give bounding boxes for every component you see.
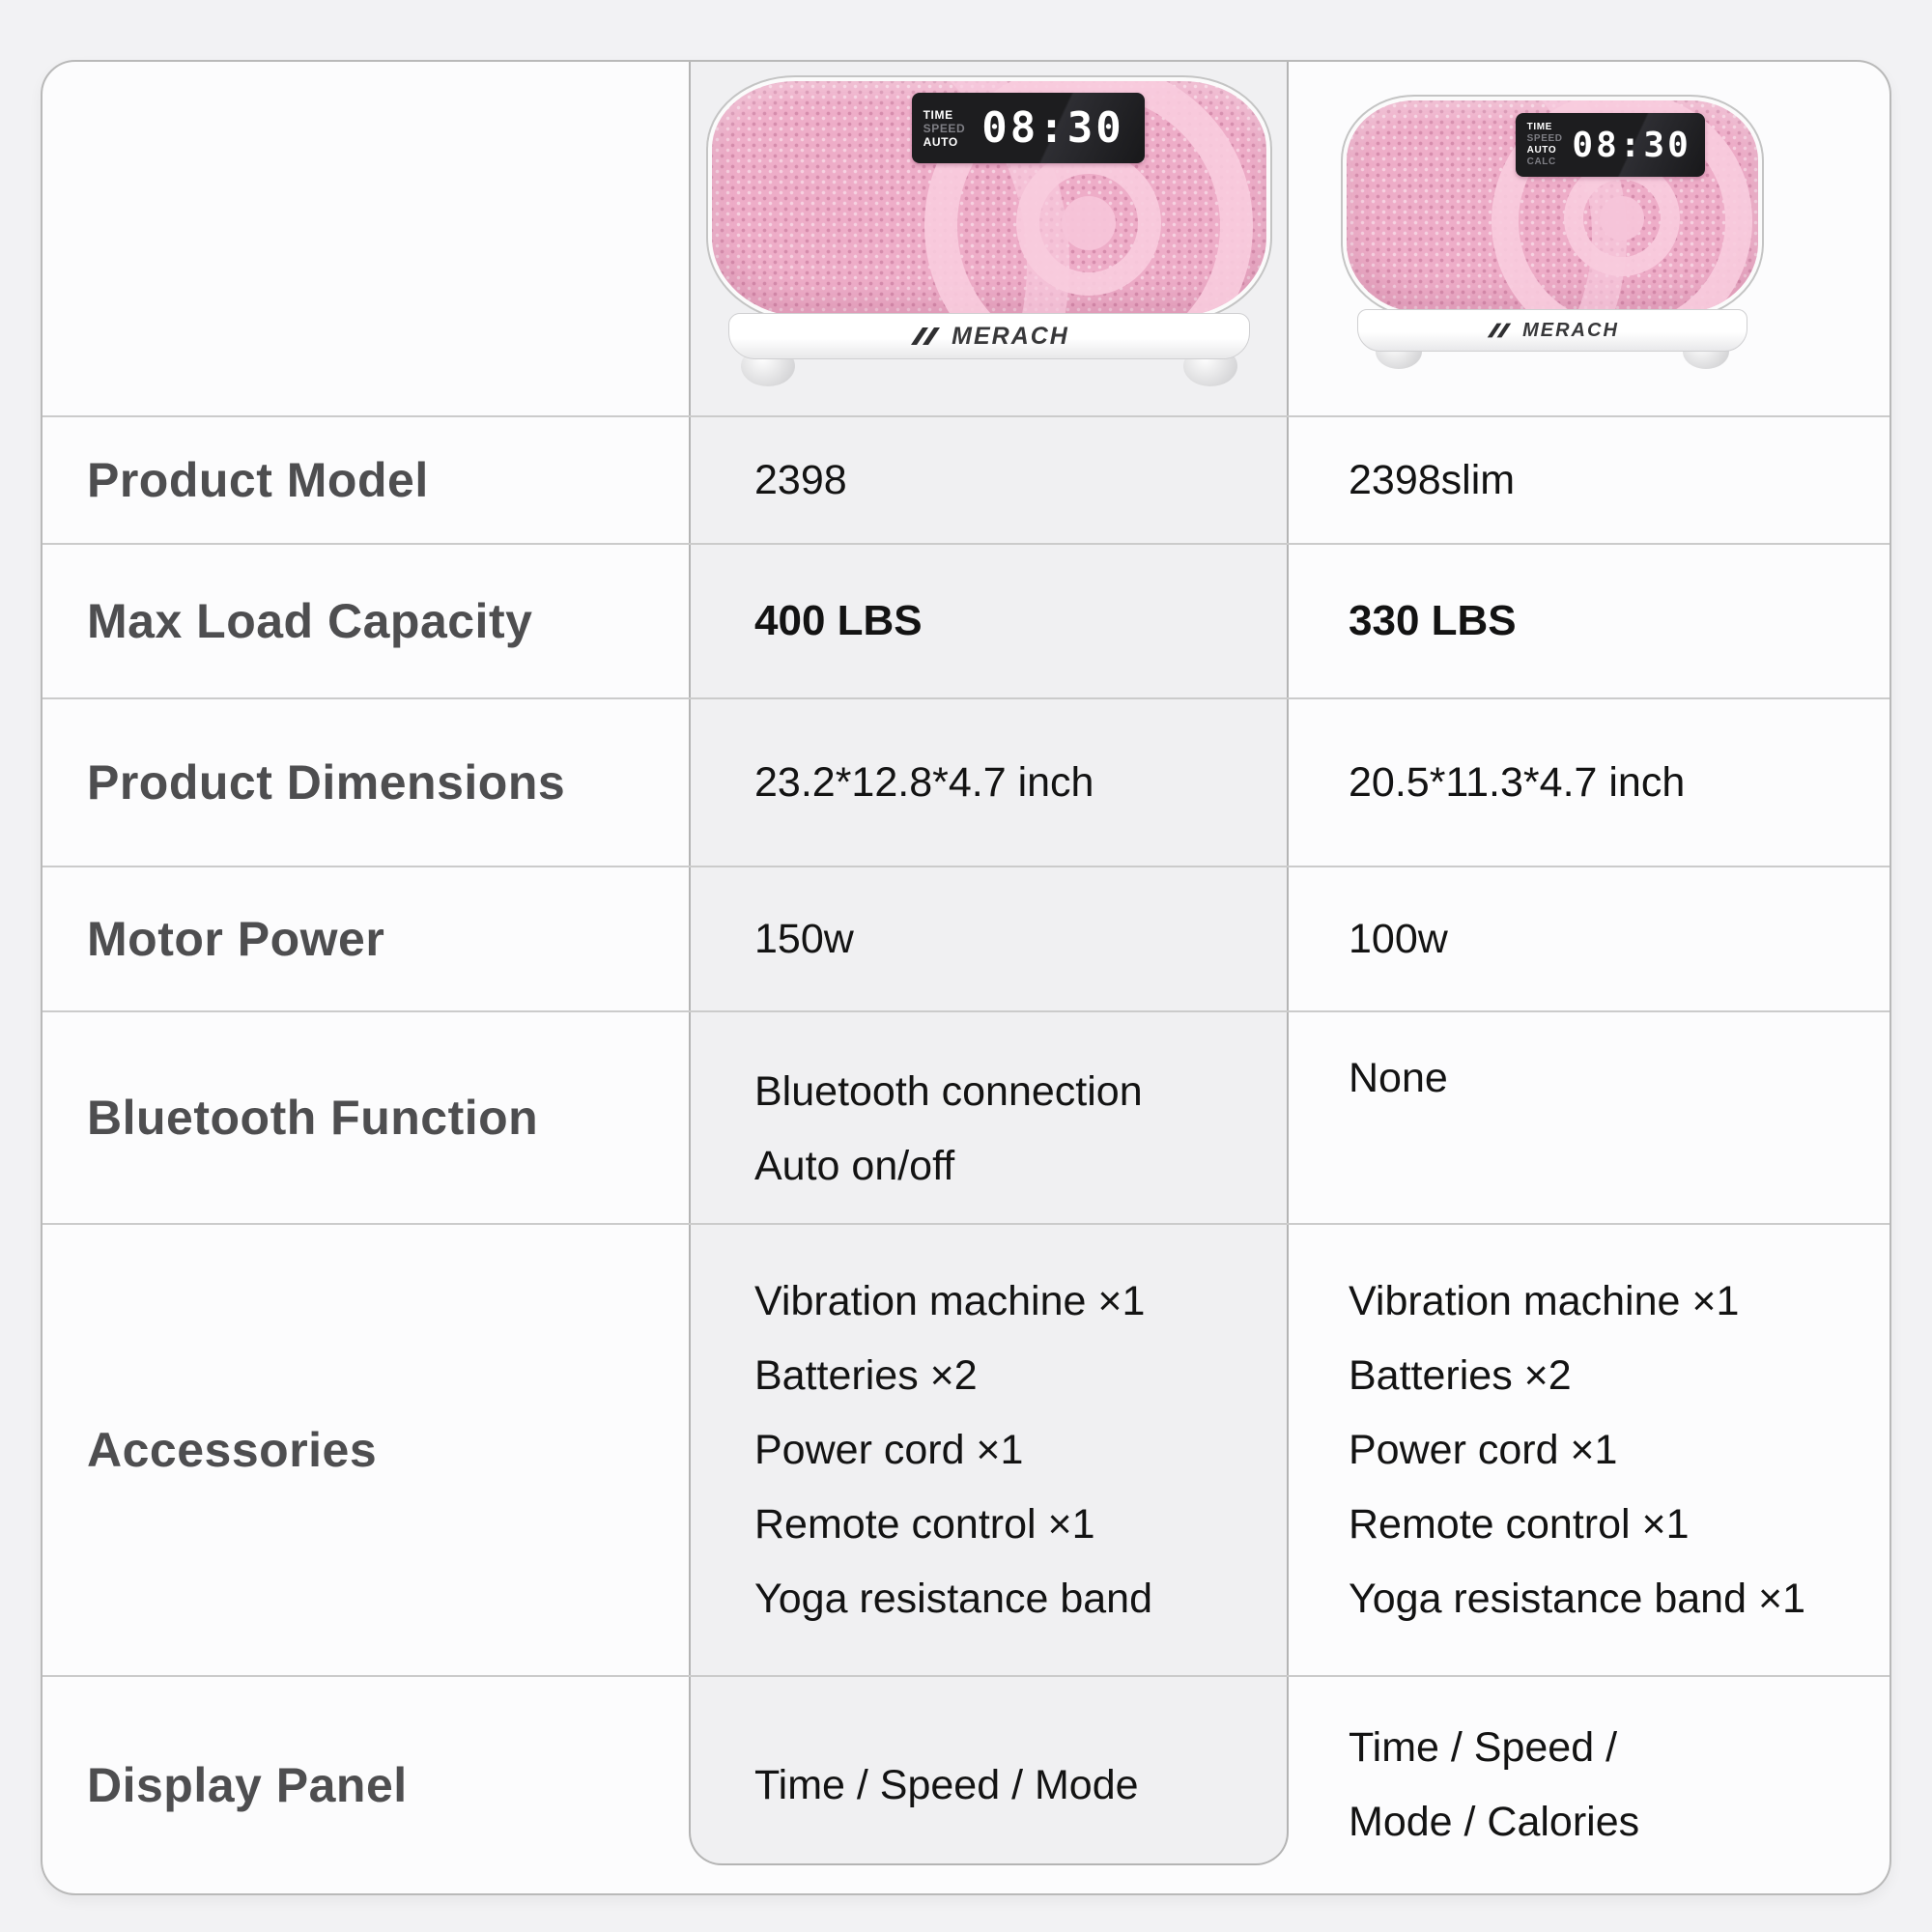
led-label-column bbox=[1527, 122, 1563, 168]
led-label-calc: CALC bbox=[1526, 156, 1556, 168]
row-max-load-right-cell bbox=[1289, 543, 1889, 697]
bluetooth-line: Auto on/off bbox=[754, 1143, 955, 1189]
accessory-item: Batteries ×2 bbox=[1349, 1351, 1572, 1399]
row-display-right-cell bbox=[1289, 1675, 1889, 1893]
row-motor-label-cell bbox=[43, 866, 689, 1010]
led-display-2398 bbox=[912, 93, 1145, 163]
row-max-load-mid-cell bbox=[689, 543, 1289, 697]
merach-logo-icon bbox=[909, 326, 942, 347]
row-bluetooth-mid-cell bbox=[689, 1010, 1289, 1223]
row-bluetooth-right-cell bbox=[1289, 1010, 1889, 1223]
product-image-2398 bbox=[708, 77, 1270, 359]
bluetooth-line: Bluetooth connection bbox=[754, 1068, 1143, 1115]
row-dimensions-mid-cell bbox=[689, 697, 1289, 866]
merach-logo-text: MERACH bbox=[952, 322, 1069, 350]
accessory-item: Yoga resistance band bbox=[754, 1575, 1153, 1622]
merach-logo-text: MERACH bbox=[1522, 319, 1619, 341]
vibration-plate-surface bbox=[1343, 97, 1762, 317]
accessory-item: Remote control ×1 bbox=[754, 1500, 1095, 1548]
value-max-load-2398slim: 330 LBS bbox=[1349, 597, 1517, 644]
row-display-mid-cell bbox=[689, 1675, 1289, 1893]
display-line: Mode / Calories bbox=[1349, 1799, 1640, 1845]
value-dimensions-2398: 23.2*12.8*4.7 inch bbox=[754, 758, 1094, 806]
led-label-time: TIME bbox=[923, 107, 953, 122]
row-label-display: Display Panel bbox=[87, 1758, 408, 1812]
row-label-product-model: Product Model bbox=[87, 453, 429, 507]
row-accessories-right-cell bbox=[1289, 1223, 1889, 1675]
row-max-load-label-cell bbox=[43, 543, 689, 697]
value-model-2398slim: 2398slim bbox=[1349, 456, 1516, 503]
value-bluetooth-2398 bbox=[754, 1055, 1143, 1204]
value-accessories-2398 bbox=[754, 1264, 1152, 1636]
image-row-label-cell bbox=[43, 62, 689, 415]
led-time-readout: 08:30 bbox=[1572, 125, 1691, 165]
led-display-2398slim bbox=[1516, 113, 1705, 177]
row-motor-mid-cell bbox=[689, 866, 1289, 1010]
led-time-readout: 08:30 bbox=[981, 103, 1124, 154]
row-label-max-load: Max Load Capacity bbox=[87, 594, 533, 648]
vibration-plate-surface bbox=[708, 77, 1270, 321]
row-label-motor: Motor Power bbox=[87, 912, 385, 966]
value-display-2398slim bbox=[1349, 1711, 1639, 1860]
value-max-load-2398: 400 LBS bbox=[754, 597, 923, 644]
accessory-item: Remote control ×1 bbox=[1349, 1500, 1690, 1548]
accessory-item: Yoga resistance band ×1 bbox=[1349, 1575, 1805, 1622]
value-model-2398: 2398 bbox=[754, 456, 847, 503]
row-dimensions-label-cell bbox=[43, 697, 689, 866]
led-label-auto: AUTO bbox=[1526, 145, 1557, 156]
led-label-speed: SPEED bbox=[923, 121, 966, 135]
accessory-item: Vibration machine ×1 bbox=[1349, 1277, 1740, 1324]
value-motor-2398slim: 100w bbox=[1349, 915, 1448, 962]
accessory-item: Batteries ×2 bbox=[754, 1351, 978, 1399]
row-label-dimensions: Product Dimensions bbox=[87, 755, 566, 810]
accessory-item: Vibration machine ×1 bbox=[754, 1277, 1146, 1324]
value-bluetooth-2398slim: None bbox=[1349, 1055, 1448, 1101]
value-dimensions-2398slim: 20.5*11.3*4.7 inch bbox=[1349, 758, 1686, 806]
merach-logo-icon bbox=[1486, 322, 1513, 339]
row-label-bluetooth: Bluetooth Function bbox=[87, 1091, 539, 1145]
product-image-2398slim bbox=[1343, 97, 1762, 352]
row-motor-right-cell bbox=[1289, 866, 1889, 1010]
row-accessories-mid-cell bbox=[689, 1223, 1289, 1675]
product-base-2398 bbox=[728, 313, 1250, 359]
display-line: Time / Speed / bbox=[1349, 1724, 1618, 1771]
accessory-item: Power cord ×1 bbox=[1349, 1426, 1618, 1473]
row-accessories-label-cell bbox=[43, 1223, 689, 1675]
led-label-auto: AUTO bbox=[923, 134, 958, 149]
comparison-table-card bbox=[41, 60, 1891, 1895]
led-label-time: TIME bbox=[1526, 122, 1552, 133]
value-motor-2398: 150w bbox=[754, 915, 854, 962]
led-label-column bbox=[923, 108, 966, 149]
row-dimensions-right-cell bbox=[1289, 697, 1889, 866]
value-accessories-2398slim bbox=[1349, 1264, 1805, 1636]
row-product-model-right-cell bbox=[1289, 415, 1889, 543]
plate-center-decoration bbox=[1600, 196, 1644, 241]
row-product-model-label-cell bbox=[43, 415, 689, 543]
accessory-item: Power cord ×1 bbox=[754, 1426, 1024, 1473]
row-label-accessories: Accessories bbox=[87, 1423, 378, 1477]
led-label-speed: SPEED bbox=[1526, 133, 1563, 145]
row-product-model-mid-cell bbox=[689, 415, 1289, 543]
plate-center-decoration bbox=[1062, 196, 1116, 250]
row-display-label-cell bbox=[43, 1675, 689, 1893]
row-bluetooth-label-cell bbox=[43, 1010, 689, 1223]
value-display-2398: Time / Speed / Mode bbox=[754, 1761, 1139, 1808]
product-base-2398slim bbox=[1357, 309, 1747, 352]
